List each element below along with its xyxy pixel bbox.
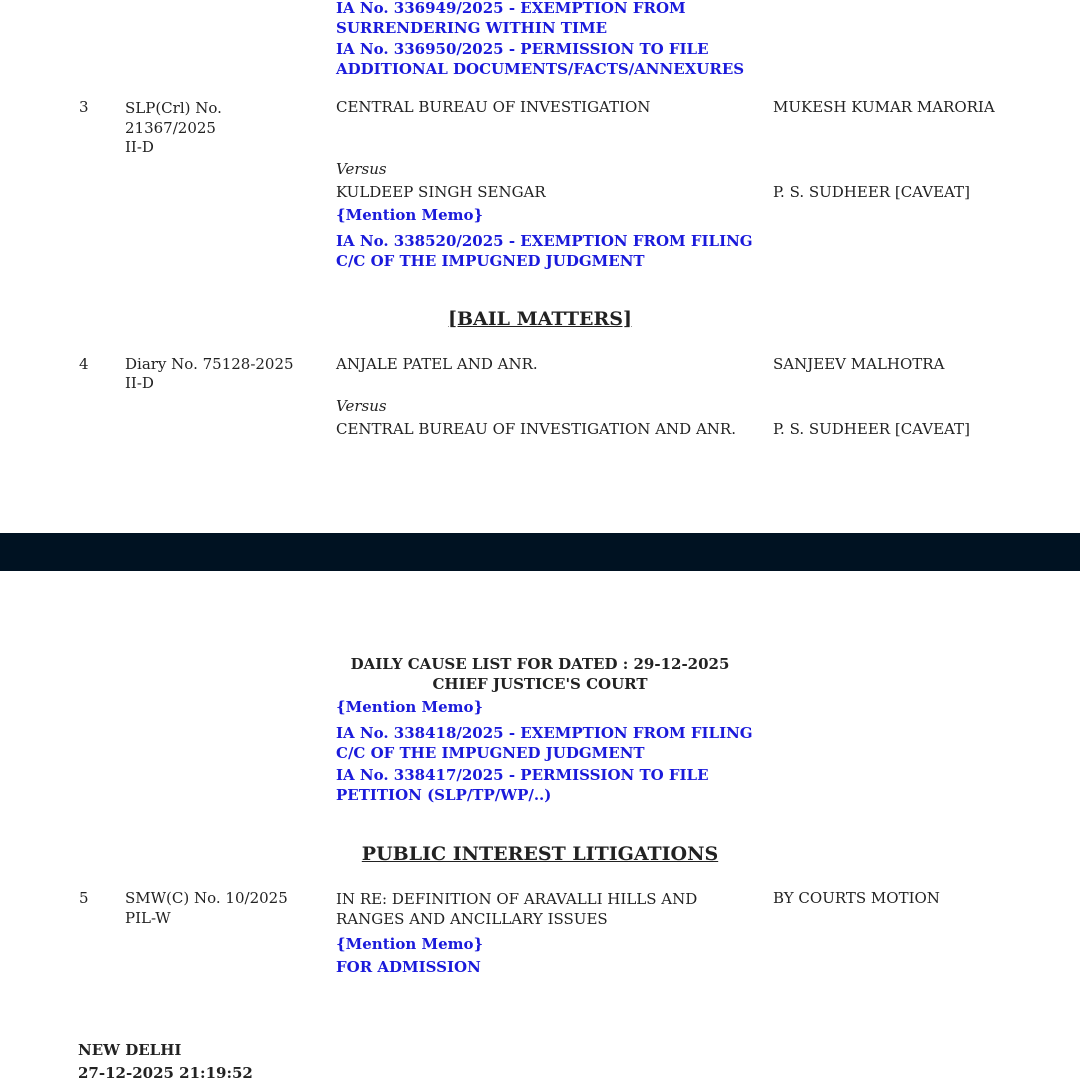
item-4-petitioner-advocate: SANJEEV MALHOTRA <box>773 355 945 373</box>
item-5-mention-memo: {Mention Memo} <box>336 935 484 953</box>
section-heading-bail-matters: [BAIL MATTERS] <box>448 308 632 330</box>
item-4-section: II-D <box>125 374 154 392</box>
page-separator-bar <box>0 533 1080 571</box>
item-3-petitioner: CENTRAL BUREAU OF INVESTIGATION <box>336 98 651 116</box>
cause-list-title: DAILY CAUSE LIST FOR DATED : 29-12-2025 <box>350 655 730 673</box>
item-4-case-number[interactable]: Diary No. 75128-2025 <box>125 355 294 373</box>
item-4-respondent-advocate: P. S. SUDHEER [CAVEAT] <box>773 420 970 438</box>
court-name: CHIEF JUSTICE'S COURT <box>432 675 648 693</box>
item-5-status: FOR ADMISSION <box>336 958 481 976</box>
item-3-section: II-D <box>125 138 154 156</box>
item-4-respondent: CENTRAL BUREAU OF INVESTIGATION AND ANR. <box>336 420 736 438</box>
footer-timestamp: 27-12-2025 21:19:52 <box>78 1064 253 1082</box>
header-mention-memo: {Mention Memo} <box>336 698 484 716</box>
item-4-versus: Versus <box>336 397 387 415</box>
item-3-petitioner-advocate: MUKESH KUMAR MARORIA <box>773 98 995 116</box>
item-5-case-number[interactable]: SMW(C) No. 10/2025 <box>125 889 288 907</box>
item-4-serial: 4 <box>79 355 89 373</box>
item-5-petitioner-advocate: BY COURTS MOTION <box>773 889 940 907</box>
item-3-respondent-advocate: P. S. SUDHEER [CAVEAT] <box>773 183 970 201</box>
section-heading-pil: PUBLIC INTEREST LITIGATIONS <box>361 843 719 865</box>
item-4-petitioner: ANJALE PATEL AND ANR. <box>336 355 538 373</box>
item-3-case-number[interactable]: SLP(Crl) No. 21367/2025 <box>125 99 222 137</box>
item-5-petitioner: IN RE: DEFINITION OF ARAVALLI HILLS AND RANGES AND ANCILLARY ISSUES <box>336 890 698 928</box>
item-3-mention-memo: {Mention Memo} <box>336 206 484 224</box>
item-3-serial: 3 <box>79 98 89 116</box>
ia-additional-documents: IA No. 336950/2025 - PERMISSION TO FILE ADDITIONAL DOCUMENTS/FACTS/ANNEXURES <box>336 40 745 78</box>
item-5-section: PIL-W <box>125 909 171 927</box>
item-5-serial: 5 <box>79 889 89 907</box>
item-3-versus: Versus <box>336 160 387 178</box>
footer-place: NEW DELHI <box>78 1041 182 1059</box>
item-3-respondent: KULDEEP SINGH SENGAR <box>336 183 546 201</box>
header-ia-permission: IA No. 338417/2025 - PERMISSION TO FILE PETITION (SLP/TP/WP/..) <box>336 766 709 804</box>
ia-exemption-surrender: IA No. 336949/2025 - EXEMPTION FROM SURRENDERING WITHIN TIME <box>336 0 686 37</box>
header-ia-exemption: IA No. 338418/2025 - EXEMPTION FROM FILING C/C OF THE IMPUGNED JUDGMENT <box>336 724 753 762</box>
item-3-ia: IA No. 338520/2025 - EXEMPTION FROM FILING C/C OF THE IMPUGNED JUDGMENT <box>336 232 753 270</box>
